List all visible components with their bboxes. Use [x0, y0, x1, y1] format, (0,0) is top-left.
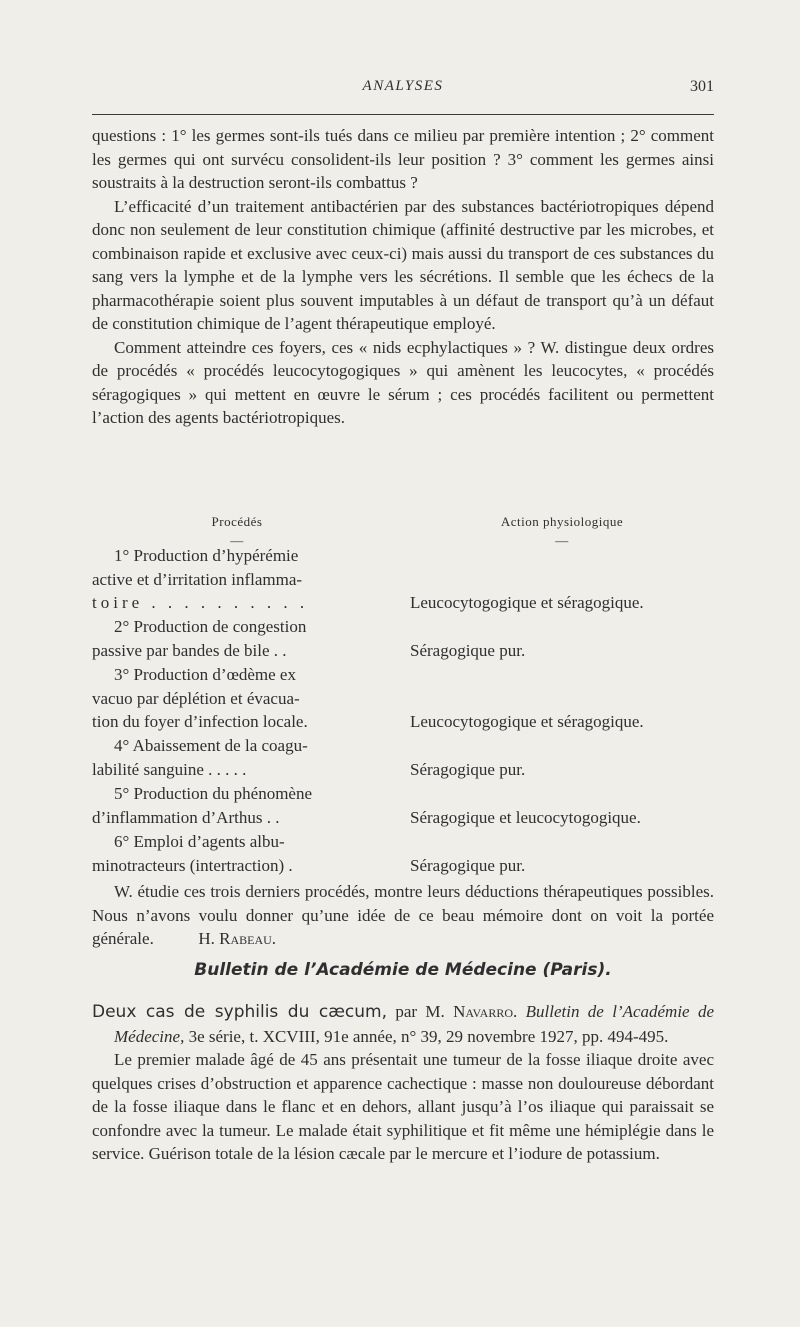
- col-header-action: Action physiologique —: [500, 514, 624, 548]
- table-row: 5° Production du phénomène d’inflammation d’Arthus . . Séragogique et leucocytogogique.: [92, 782, 714, 829]
- table-row: 1° Production d’hypérémie active et d’irritation inflamma- toire . . . . . . . . . . Leucocytogogique et séragogique.: [92, 544, 714, 614]
- closing-paragraph: W. étudie ces trois derniers procédés, montre leurs déductions thérapeutiques possibles. Nous n’avons voulu donner qu’une idée de ce beau mémoire dont on voit la portée générale.: [92, 882, 714, 948]
- table-row: 3° Production d’œdème ex vacuo par déplétion et évacua- tion du foyer d’infection locale. Leucocytogogique et séragogique.: [92, 663, 714, 733]
- table-row: 6° Emploi d’agents albu- minotracteurs (intertraction) . Séragogique pur.: [92, 830, 714, 877]
- col-header-procedes: Procédés —: [211, 514, 263, 548]
- article-citation: Deux cas de syphilis du cæcum, par M. Navarro. Bulletin de l’Académie de Médecine, 3e série, t. XCVIII, 91e année, n° 39, 29 novembre 1927, pp. 494-495.: [92, 1002, 715, 1046]
- action-cell: Séragogique pur.: [410, 855, 526, 875]
- action-cell: Leucocytogogique et séragogique.: [410, 592, 644, 612]
- paragraph: Comment atteindre ces foyers, ces « nids ecphylactiques » ? W. distingue deux ordres de procédés « procédés leucocytogogiques » qui amènent les leucocytes, « procédés séragogiques » qui mettent en œuvre le sérum ; ces procédés facilitent ou permettent l’action des agents bactériotropiques.: [92, 337, 714, 427]
- header-rule: [92, 114, 714, 115]
- action-cell: Séragogique pur.: [410, 759, 526, 779]
- table-row: 4° Abaissement de la coagu- labilité sanguine . . . . . Séragogique pur.: [92, 734, 714, 781]
- article-body: Le premier malade âgé de 45 ans présentait une tumeur de la fosse iliaque droite avec quelques crises d’obstruction et apparence cachectique : masse non douloureuse débordant de la fosse iliaque dans le flanc et en dehors, allant jusqu’à l’os iliaque qui paraissait se confondre avec la tumeur. Le malade était syphilitique et fit même une hémiplégie dans le service. Guérison totale de la lésion cæcale par le mercure et l’iodure de potassium.: [92, 1050, 714, 1163]
- running-head: [92, 78, 714, 100]
- article-author: Navarro.: [453, 1002, 518, 1021]
- table-row: 2° Production de congestion passive par bandes de bile . . Séragogique pur.: [92, 615, 714, 662]
- citation-details: 3e série, t. XCVIII, 91e année, n° 39, 29 novembre 1927, pp. 494-495.: [188, 1026, 669, 1046]
- paragraph: questions : 1° les germes sont-ils tués dans ce milieu par première intention ; 2° comment les germes qui ont survécu consolident-ils leur position ? 3° comment les germes ainsi soustraits à la destruction seront-ils combattus ?: [92, 126, 714, 192]
- action-cell: Leucocytogogique et séragogique.: [410, 711, 644, 731]
- article-title: Deux cas de syphilis du cæcum,: [92, 1002, 387, 1022]
- action-cell: Séragogique pur.: [410, 640, 526, 660]
- running-title: ANALYSES: [362, 78, 444, 94]
- page-number: 301: [690, 78, 714, 95]
- journal-name: Bulletin de l’Académie de Médecine,: [114, 1002, 715, 1046]
- action-cell: Séragogique et leucocytogogique.: [410, 807, 641, 827]
- closing-text: [92, 880, 714, 951]
- section-title: Bulletin de l’Académie de Médecine (Paris).: [194, 960, 612, 980]
- intro-text: [92, 124, 714, 430]
- signature: H. Rabeau.: [198, 929, 277, 948]
- article: [92, 1000, 714, 1166]
- paragraph: L’efficacité d’un traitement antibactérien par des substances bactériotropiques dépend donc non seulement de leur constitution chimique (affinité destructive par les microbes, et combinaison rapide et exclusive avec ceux-ci) mais aussi du transport de ces substances du sang vers la lymphe et de la lymphe vers les sécrétions. Il semble que les échecs de la pharmacothérapie soient plus souvent imputables à un défaut de transport qu’à un défaut de constitution chimique de l’agent thérapeutique employé.: [92, 196, 714, 333]
